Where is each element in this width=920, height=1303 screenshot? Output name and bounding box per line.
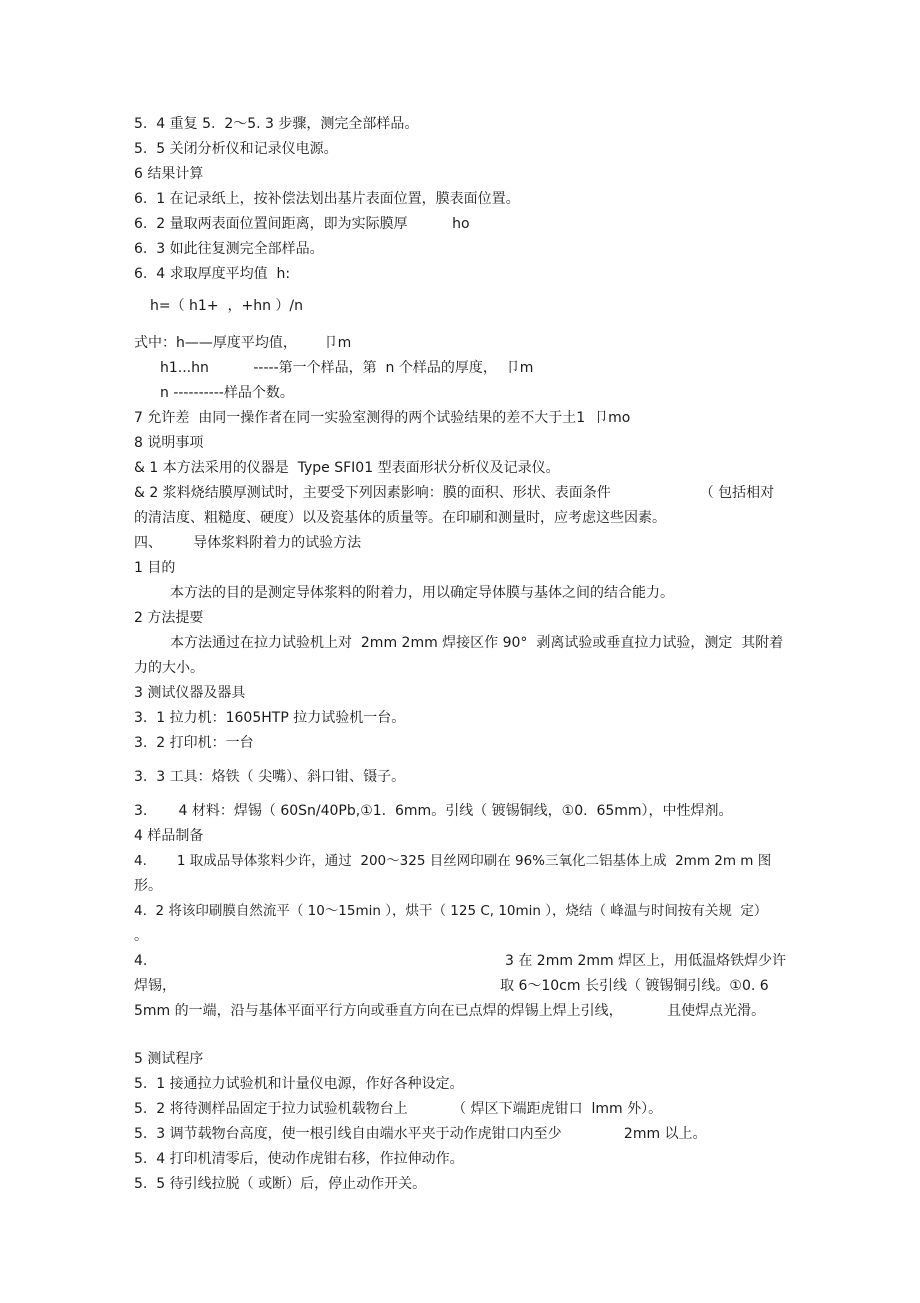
text-line: 6. 2 量取两表面位置间距离，即为实际膜厚 ho — [134, 216, 470, 232]
text-line: 4. — [134, 953, 148, 969]
formula-line: h=（ h1+ ，+hn ）/n — [150, 298, 303, 314]
text-line: 取 6〜10cm 长引线（ 镀锡铜引线。①0. 6 — [500, 978, 769, 994]
text-line: & 1 本方法采用的仪器是 Type SFI01 型表面形状分析仪及记录仪。 — [134, 460, 560, 476]
chapter-heading: 四、 导体浆料附着力的试验方法 — [134, 535, 362, 551]
section-heading: 2 方法提要 — [134, 610, 204, 626]
text-line: 本方法的目的是测定导体浆料的附着力，用以确定导体膜与基体之间的结合能力。 — [170, 585, 674, 601]
text-line: n ----------样品个数。 — [160, 385, 294, 401]
text-line: 6. 4 求取厚度平均值 h: — [134, 266, 291, 282]
text-line: 的清洁度、粗糙度、硬度）以及瓷基体的质量等。在印刷和测量时，应考虑这些因素。 — [134, 510, 666, 526]
text-line: 本方法通过在拉力试验机上对 2mm 2mm 焊接区作 90° 剥离试验或垂直拉力试验，测定 其附着 — [170, 635, 784, 651]
text-line: 。 — [134, 928, 148, 944]
text-line: 4. 2 将该印刷膜自然流平（ 10〜15min ），烘干（ 125 C, 10min ），烧结（ 峰温与时间按有关规 定） — [134, 903, 768, 919]
section-heading: 6 结果计算 — [134, 166, 204, 182]
text-line: 3 在 2mm 2mm 焊区上，用低温烙铁焊少许 — [505, 953, 787, 969]
text-line: 5. 4 重复 5. 2〜5. 3 步骤，测完全部样品。 — [134, 116, 419, 132]
section-heading: 8 说明事项 — [134, 435, 204, 451]
text-line: 7 允许差 由同一操作者在同一实验室测得的两个试验结果的差不大于土1 卩mo — [134, 410, 631, 426]
text-line: 式中：h——厚度平均值， 卩m — [134, 335, 352, 351]
text-line: 力的大小。 — [134, 660, 204, 676]
text-line: 形。 — [134, 878, 162, 894]
text-line: 5. 1 接通拉力试验机和计量仪电源，作好各种设定。 — [134, 1076, 464, 1092]
text-line: 5. 4 打印机清零后，使动作虎钳右移，作拉伸动作。 — [134, 1151, 464, 1167]
text-line: 3. 3 工具：烙铁（ 尖嘴）、斜口钳、镊子。 — [134, 769, 406, 785]
section-heading: 5 测试程序 — [134, 1051, 204, 1067]
text-line: 焊锡， — [134, 978, 176, 994]
text-line: 3. 4 材料：焊锡（ 60Sn/40Pb,①1. 6mm。引线（ 镀锡铜线，①0. 65mm），中性焊剂。 — [134, 803, 733, 819]
text-line: 4. 1 取成品导体浆料少许，通过 200〜325 目丝网印刷在 96%三氧化二铝基体上成 2mm 2m m 图 — [134, 853, 772, 869]
text-line: 5. 2 将待测样品固定于拉力试验机载物台上 （ 焊区下端距虎钳口 lmm 外）。 — [134, 1101, 663, 1117]
section-heading: 1 目的 — [134, 560, 176, 576]
text-line: 5. 5 待引线拉脱（ 或断）后，停止动作开关。 — [134, 1176, 427, 1192]
text-line: 6. 3 如此往复测完全部样品。 — [134, 241, 324, 257]
text-line: 5. 5 关闭分析仪和记录仪电源。 — [134, 141, 338, 157]
text-line: 3. 2 打印机：一台 — [134, 735, 254, 751]
text-line: 6. 1 在记录纸上，按补偿法划出基片表面位置，膜表面位置。 — [134, 191, 520, 207]
section-heading: 3 测试仪器及器具 — [134, 685, 246, 701]
text-line: & 2 浆料烧结膜厚测试时，主要受下列因素影响：膜的面积、形状、表面条件 （ 包括相对 — [134, 485, 775, 501]
text-line: 5. 3 调节载物台高度，使一根引线自由端水平夹于动作虎钳口内至少 2mm 以上。 — [134, 1126, 707, 1142]
section-heading: 4 样品制备 — [134, 828, 204, 844]
text-line: 3. 1 拉力机：1605HTP 拉力试验机一台。 — [134, 710, 406, 726]
text-line: 5mm 的一端，沿与基体平面平行方向或垂直方向在已点焊的焊锡上焊上引线， 且使焊点光滑。 — [134, 1003, 766, 1019]
text-line: h1...hn -----第一个样品，第 n 个样品的厚度， 卩m — [160, 360, 534, 376]
